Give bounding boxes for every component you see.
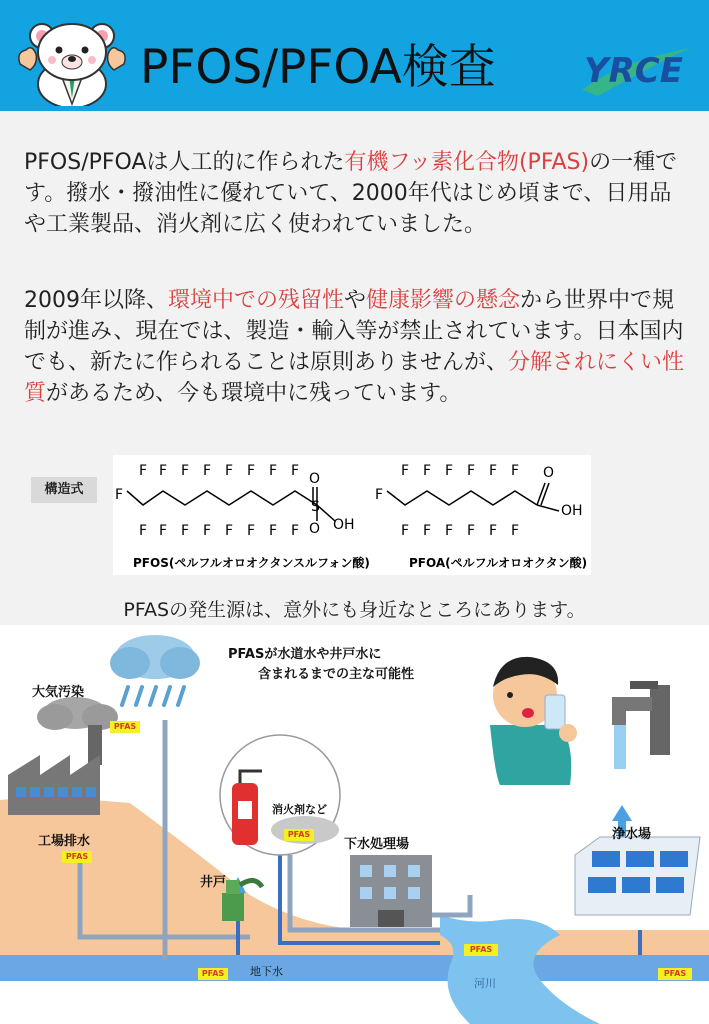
atom-f: F xyxy=(269,523,278,539)
diagram-heading-line2: 含まれるまでの主な可能性 xyxy=(258,667,415,682)
atom-f: F xyxy=(489,523,498,539)
label-sewage-plant: 下水処理場 xyxy=(344,837,410,852)
paragraph-text: 2009年以降、 xyxy=(24,288,168,313)
atom-f: F xyxy=(489,463,498,479)
atom-f: F xyxy=(511,463,520,479)
label-well: 井戸 xyxy=(200,875,227,890)
atom-f: F xyxy=(401,523,410,539)
pfos-name: PFOS(ペルフルオロオクタンスルフォン酸) xyxy=(133,556,370,570)
atom-f: F xyxy=(511,523,520,539)
header-bar xyxy=(0,0,709,111)
intro-paragraph-2 xyxy=(24,285,686,409)
source-text: PFASの発生源は、意外にも身近なところにあります。 xyxy=(123,599,586,621)
atom-f: F xyxy=(423,463,432,479)
sewage-plant-icon xyxy=(350,855,432,927)
atom-f: F xyxy=(247,523,256,539)
pfas-tag-purification: PFAS xyxy=(658,968,692,980)
paragraph-text: の一種です。撥水・撥油性に優れていて、2000年代はじめ頃まで、日用品や工業製品、消火剤に広く使われていました。 xyxy=(24,150,678,237)
atom-f: F xyxy=(203,463,212,479)
atom-o: O xyxy=(543,465,555,481)
atom-f: F xyxy=(159,523,168,539)
atom-o: O xyxy=(309,471,321,487)
atom-f: F xyxy=(247,463,256,479)
atom-f: F xyxy=(203,523,212,539)
atom-f: F xyxy=(467,523,476,539)
atom-oh: OH xyxy=(333,517,355,533)
highlight-text: 健康影響の懸念 xyxy=(366,288,521,313)
atom-f: F xyxy=(269,463,278,479)
label-groundwater: 地下水 xyxy=(250,965,283,978)
atom-f: F xyxy=(139,463,148,479)
paragraph-text: があるため、今も環境中に残っています。 xyxy=(46,381,462,406)
atom-f: F xyxy=(181,463,190,479)
atom-oh: OH xyxy=(561,503,583,519)
pfas-tag-groundwater: PFAS xyxy=(198,968,228,980)
diagram-heading-line1: PFASが水道水や井戸水に xyxy=(228,647,382,662)
yrce-logo xyxy=(578,42,698,100)
page-title: PFOS/PFOA検査 xyxy=(140,40,496,95)
atom-f: F xyxy=(467,463,476,479)
logo-text: YRCE xyxy=(584,51,683,91)
pfas-tag-factory: PFAS xyxy=(62,851,92,863)
highlight-text: 分解されにくい性質 xyxy=(24,350,685,406)
intro-paragraph-1 xyxy=(24,147,686,240)
scene-illustration xyxy=(0,625,709,1024)
structure-label: 構造式 xyxy=(31,477,97,503)
paragraph-text: や xyxy=(344,288,367,313)
atom-f: F xyxy=(445,463,454,479)
atom-f: F xyxy=(115,487,124,503)
atom-s: S xyxy=(311,499,320,515)
paragraph-text: から世界中で規制が進み、現在では、製造・輸入等が禁止されています。日本国内でも、新たに作られることは原則ありませんが、 xyxy=(24,288,684,375)
chemical-structures xyxy=(113,455,591,575)
atom-f: F xyxy=(225,463,234,479)
bear-mascot-icon xyxy=(12,14,132,106)
atom-f: F xyxy=(401,463,410,479)
pfoa-name: PFOA(ペルフルオロオクタン酸) xyxy=(409,556,588,570)
atom-o: O xyxy=(309,521,321,537)
atom-f: F xyxy=(181,523,190,539)
atom-f: F xyxy=(291,463,300,479)
label-extinguisher: 消火剤など xyxy=(272,803,327,816)
highlight-text: 有機フッ素化合物(PFAS) xyxy=(344,150,590,175)
pfas-pathway-diagram xyxy=(0,625,709,1024)
label-river: 河川 xyxy=(474,977,496,990)
pfas-tag-river: PFAS xyxy=(464,944,498,956)
paragraph-text: PFOS/PFOAは人工的に作られた xyxy=(24,150,345,175)
pfas-tag-air: PFAS xyxy=(110,721,140,733)
label-air-pollution: 大気汚染 xyxy=(32,685,85,700)
atom-f: F xyxy=(445,523,454,539)
atom-f: F xyxy=(375,487,384,503)
atom-f: F xyxy=(225,523,234,539)
purification-plant-icon xyxy=(575,837,700,915)
label-purification-plant: 浄水場 xyxy=(612,827,652,842)
atom-f: F xyxy=(291,523,300,539)
atom-f: F xyxy=(159,463,168,479)
highlight-text: 環境中での残留性 xyxy=(168,288,345,313)
atom-f: F xyxy=(139,523,148,539)
label-factory-drain: 工場排水 xyxy=(38,834,91,849)
pfas-tag-extinguisher: PFAS xyxy=(284,829,314,841)
atom-f: F xyxy=(423,523,432,539)
